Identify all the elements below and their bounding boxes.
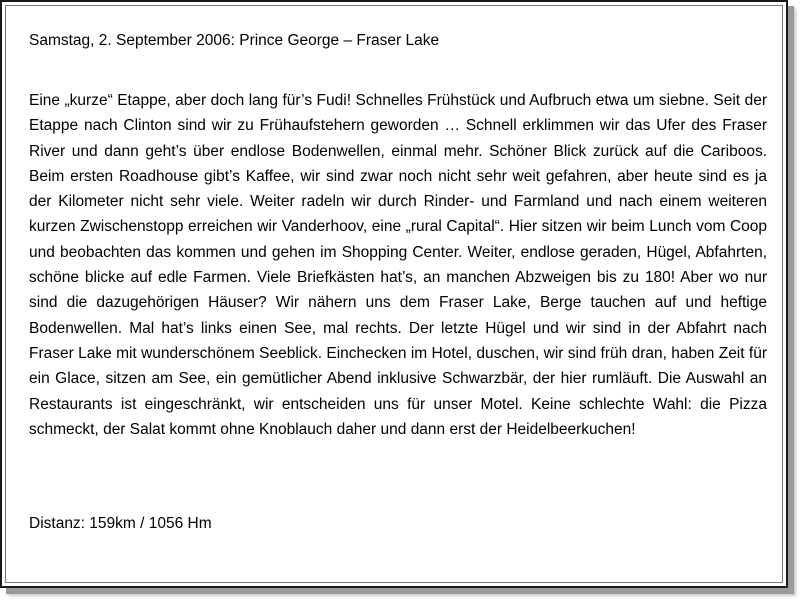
distance-summary: Distanz: 159km / 1056 Hm — [29, 515, 212, 532]
diary-heading: Samstag, 2. September 2006: Prince George – Fraser Lake — [29, 32, 440, 49]
diary-paragraph: Eine „kurze“ Etappe, aber doch lang für’s Fudi! Schnelles Frühstück und Aufbruch etwa um siebne. Seit der Etappe nach Clinton sind wir zu Frühaufstehern geworden … Schnell erklimmen wir das Ufer des Fraser River und dann geht’s über endlose Bodenwellen, einmal mehr. Schöner Blick zurück auf die Cariboos. Beim ersten Roadhouse gibt’s Kaffee, wir sind zwar noch nicht sehr weit gefahren, aber heute sind es ja der Kilometer nicht sehr viele. Weiter radeln wir durch Rinder- und Farmland und nach einem weiteren kurzen Zwischenstopp erreichen wir Vanderhoov, eine „rural Capital“. Hier sitzen wir beim Lunch vom Coop und beobachten das kommen und gehen im Shopping Center. Weiter, endlose geraden, Hügel, Abfahrten, schöne blicke auf edle Farmen. Viele Briefkästen hat’s, an manchen Abzweigen bis zu 180! Aber wo nur sind die dazugehörigen Häuser? Wir nähern uns dem Fraser Lake, Berge tauchen auf und heftige Bodenwellen. Mal hat’s links einen See, mal rechts. Der letzte Hügel und wir sind in der Abfahrt nach Fraser Lake mit wunderschönem Seeblick. Einchecken im Hotel, duschen, wir sind früh dran, haben Zeit für ein Glace, sitzen am See, ein gemütlicher Abend inklusive Schwarzbär, der hier rumläuft. Die Auswahl an Restaurants ist eingeschränkt, wir entscheiden uns für unser Motel. Keine schlechte Wahl: die Pizza schmeckt, der Salat kommt ohne Knoblauch daher und dann erst der Heidelbeerkuchen! — [29, 92, 767, 438]
